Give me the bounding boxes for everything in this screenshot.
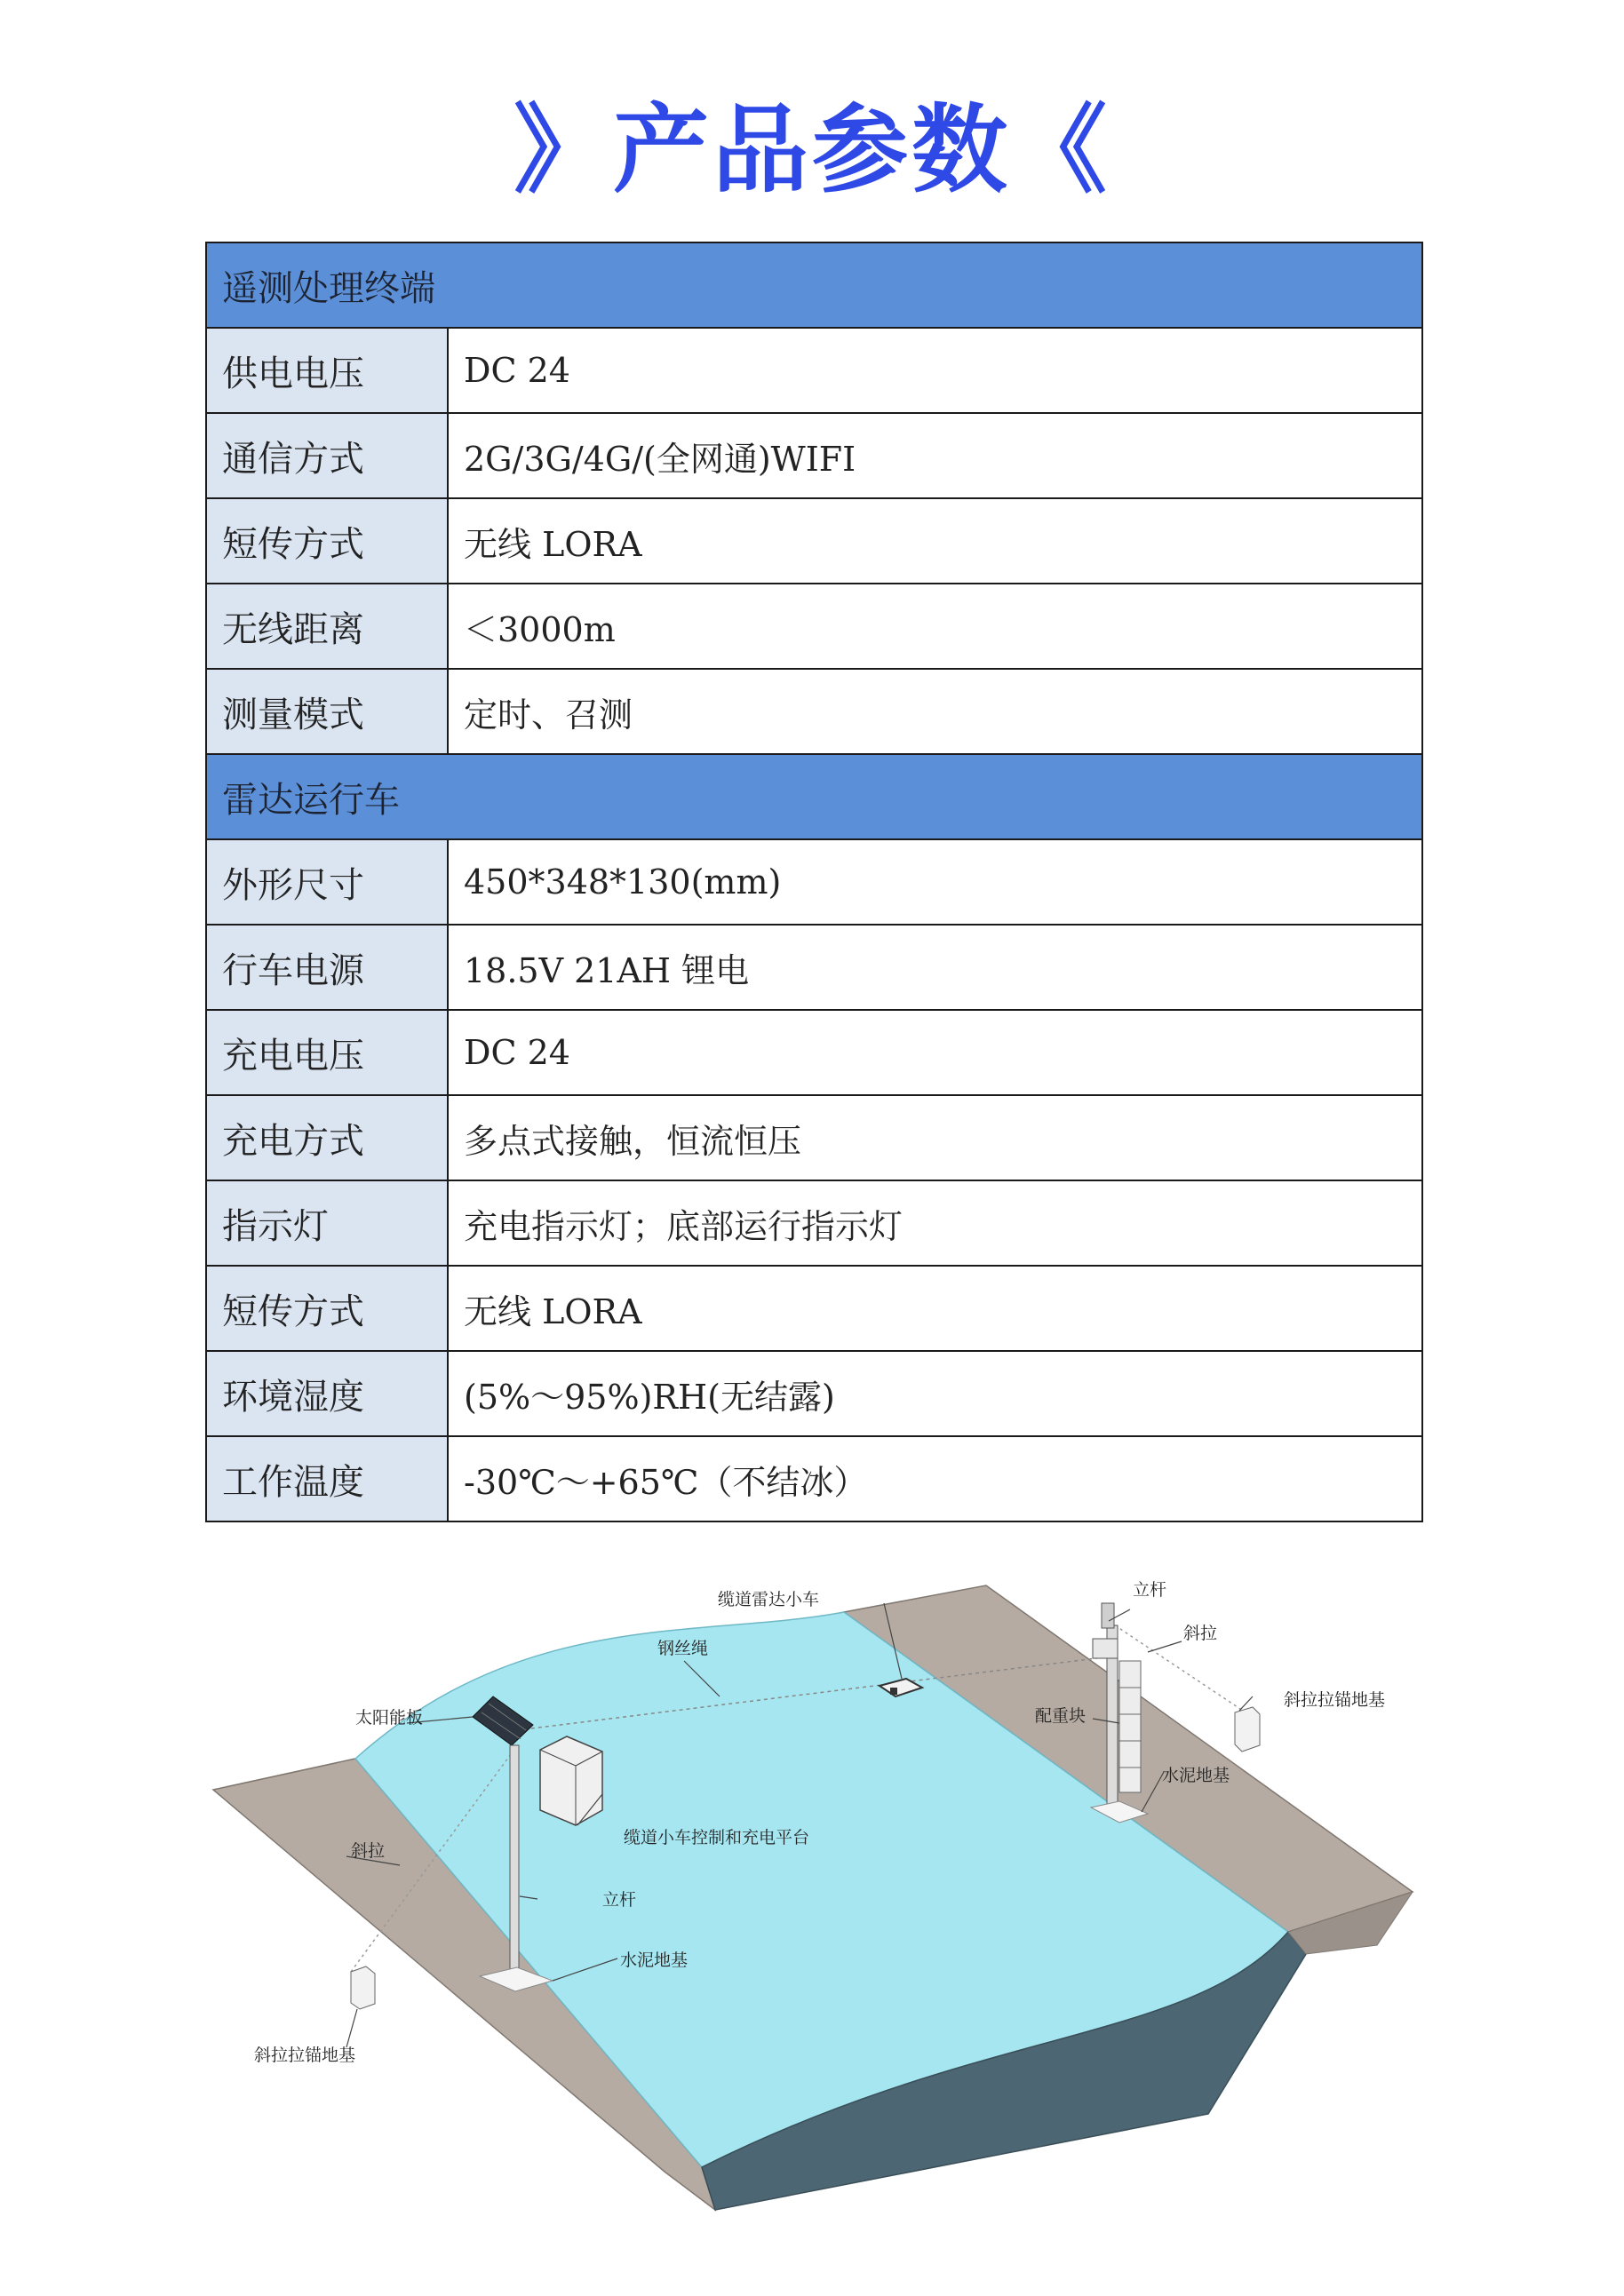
spec-row [206, 413, 1422, 498]
label-anchor-right: 斜拉拉锚地基 [1284, 1690, 1386, 1710]
spec-value: ＜3000m [448, 584, 1422, 669]
spec-label: 短传方式 [206, 1266, 448, 1351]
section-header-row [206, 754, 1422, 839]
spec-label: 指示灯 [206, 1180, 448, 1266]
label-counterweight: 配重块 [1035, 1706, 1087, 1726]
label-brace-right: 斜拉 [1183, 1624, 1218, 1643]
spec-row [206, 1266, 1422, 1351]
label-platform: 缆道小车控制和充电平台 [624, 1828, 810, 1847]
label-anchor-left: 斜拉拉锚地基 [254, 2046, 356, 2065]
label-pole-right: 立杆 [1133, 1580, 1167, 1600]
spec-value: DC 24 [448, 328, 1422, 413]
label-cement-left: 水泥地基 [620, 1950, 689, 1970]
spec-row [206, 925, 1422, 1010]
installation-diagram [204, 1554, 1430, 2221]
spec-value: 450*348*130(mm) [448, 839, 1422, 925]
spec-label: 充电方式 [206, 1095, 448, 1180]
label-solar-panel: 太阳能板 [355, 1708, 424, 1728]
spec-row [206, 328, 1422, 413]
spec-row [206, 1351, 1422, 1436]
label-cement-right: 水泥地基 [1162, 1766, 1230, 1785]
spec-row [206, 1436, 1422, 1521]
spec-row [206, 584, 1422, 669]
section-heading: 遥测处理终端 [206, 242, 1422, 328]
spec-row [206, 1095, 1422, 1180]
spec-table [205, 242, 1423, 1522]
label-wire-rope: 钢丝绳 [657, 1639, 709, 1658]
spec-label: 环境湿度 [206, 1351, 448, 1436]
spec-value: 多点式接触，恒流恒压 [448, 1095, 1422, 1180]
label-pole-left: 立杆 [602, 1890, 637, 1910]
spec-label: 工作温度 [206, 1436, 448, 1521]
spec-row [206, 498, 1422, 584]
spec-label: 行车电源 [206, 925, 448, 1010]
spec-value: 充电指示灯；底部运行指示灯 [448, 1180, 1422, 1266]
spec-row [206, 839, 1422, 925]
spec-label: 供电电压 [206, 328, 448, 413]
spec-value: (5%～95%)RH(无结露) [448, 1351, 1422, 1436]
spec-row [206, 669, 1422, 754]
spec-label: 外形尺寸 [206, 839, 448, 925]
spec-value: 2G/3G/4G/(全网通)WIFI [448, 413, 1422, 498]
spec-value: 18.5V 21AH 锂电 [448, 925, 1422, 1010]
spec-value: 无线 LORA [448, 1266, 1422, 1351]
label-brace-left: 斜拉 [351, 1841, 386, 1861]
section-header-row [206, 242, 1422, 328]
spec-value: 无线 LORA [448, 498, 1422, 584]
spec-value: DC 24 [448, 1010, 1422, 1095]
spec-label: 通信方式 [206, 413, 448, 498]
spec-label: 测量模式 [206, 669, 448, 754]
spec-label: 短传方式 [206, 498, 448, 584]
spec-label: 充电电压 [206, 1010, 448, 1095]
spec-value: 定时、召测 [448, 669, 1422, 754]
right-anchor-icon [1235, 1707, 1260, 1752]
spec-row [206, 1010, 1422, 1095]
page-title: 》产品参数《 [513, 95, 1111, 206]
label-radar-car: 缆道雷达小车 [718, 1590, 820, 1609]
left-anchor-icon [351, 1966, 375, 2009]
spec-value: -30℃～+65℃（不结冰） [448, 1436, 1422, 1521]
spec-label: 无线距离 [206, 584, 448, 669]
section-heading: 雷达运行车 [206, 754, 1422, 839]
spec-row [206, 1180, 1422, 1266]
control-box-icon [540, 1736, 602, 1825]
